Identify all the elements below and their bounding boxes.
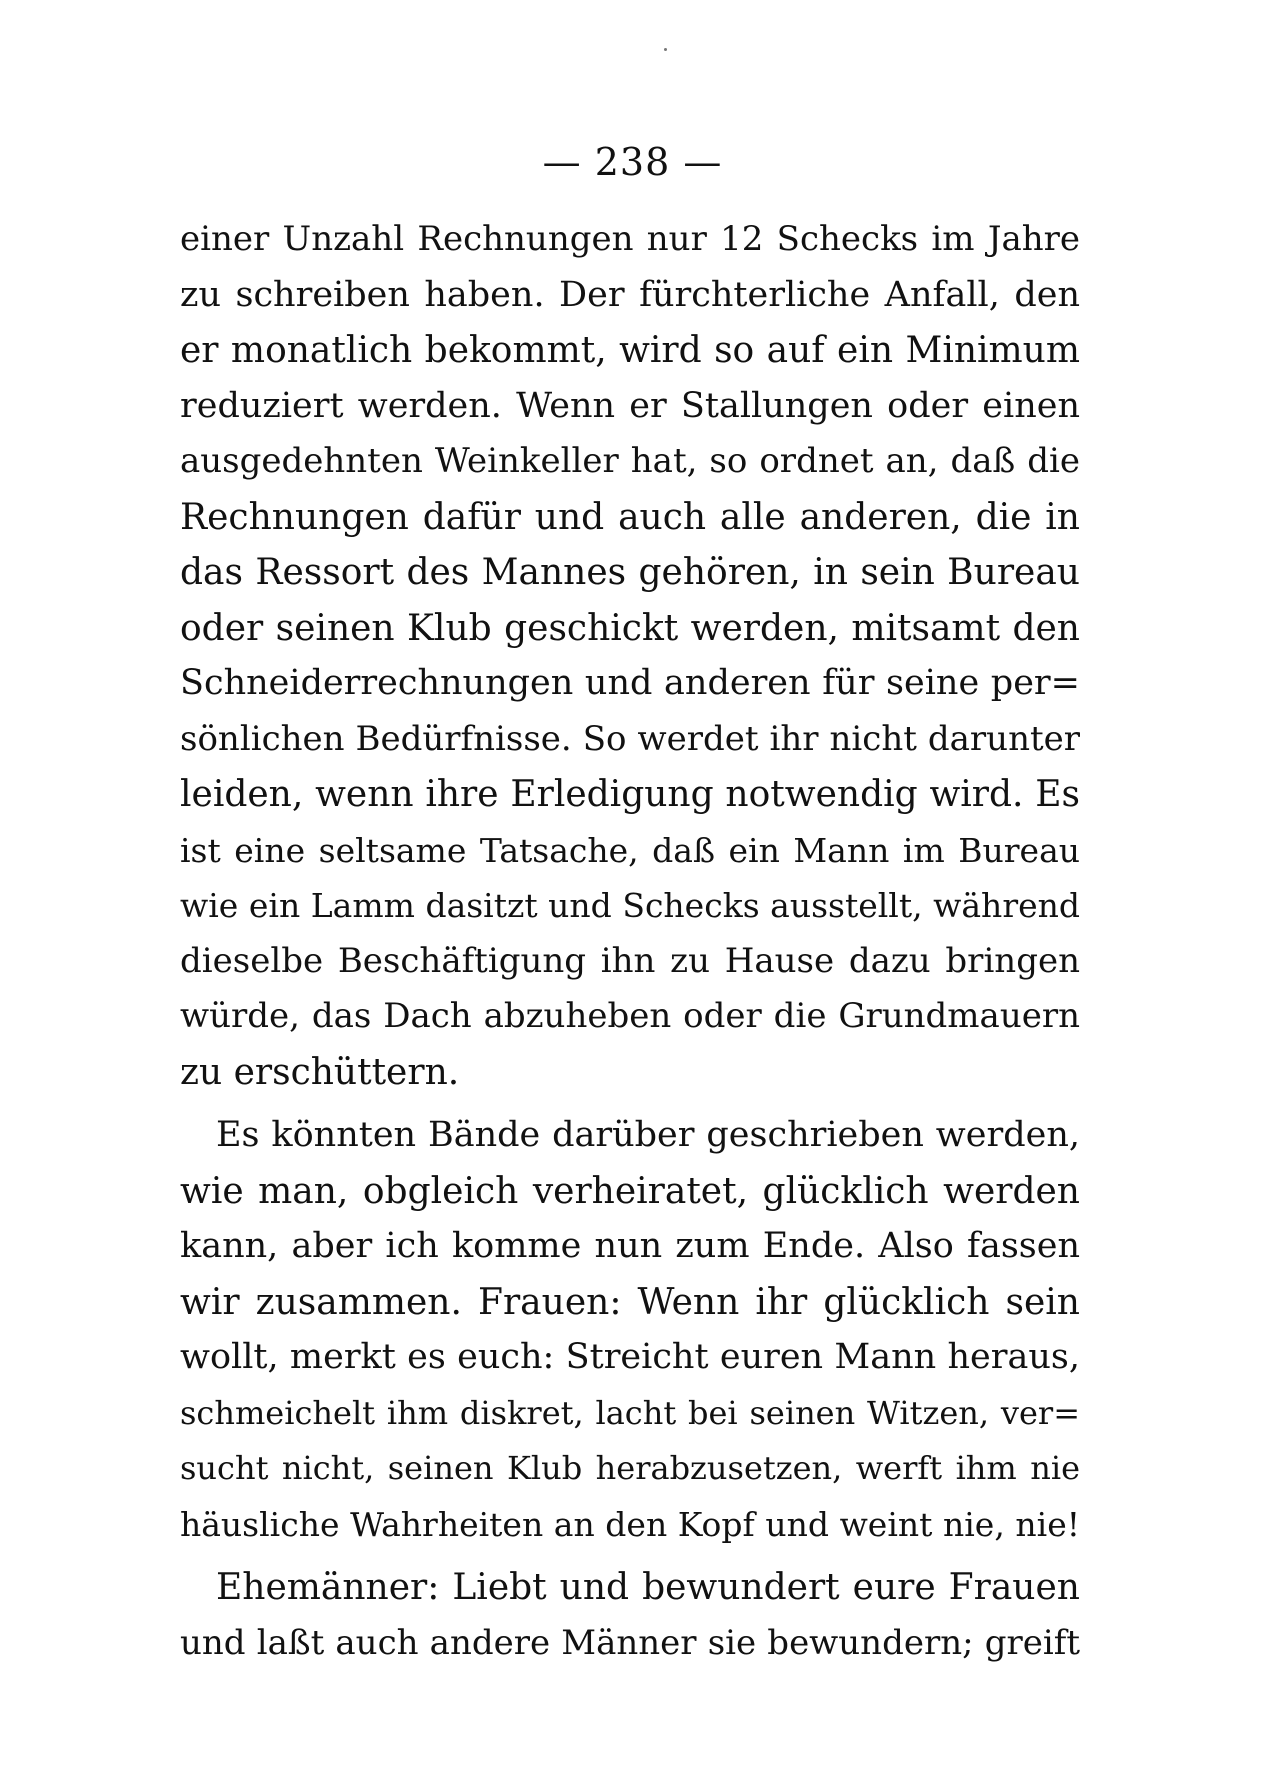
text-line: kann, aber ich komme nun zum Ende. Also fassen <box>180 1226 1080 1266</box>
text-line: einer Unzahl Rechnungen nur 12 Schecks im Jahre <box>180 219 1080 259</box>
text-line: und laßt auch andere Männer sie bewundern; greift <box>180 1622 1080 1663</box>
text-line: Es könnten Bände darüber geschrieben werden, <box>216 1115 1080 1155</box>
text-line: zu erschüttern. <box>180 1051 460 1093</box>
text-line: das Ressort des Mannes gehören, in sein Bureau <box>180 552 1080 593</box>
text-line: sucht nicht, seinen Klub herabzusetzen, werft ihm nie <box>180 1449 1080 1487</box>
text-line: Schneiderrechnungen und anderen für seine per= <box>180 663 1080 703</box>
page-number-header: — 238 — <box>542 140 723 184</box>
text-line: Ehemänner: Liebt und bewundert eure Frauen <box>216 1567 1080 1608</box>
text-line: zu schreiben haben. Der fürchterliche Anfall, den <box>180 274 1080 315</box>
text-line: dieselbe Beschäftigung ihn zu Hause dazu bringen <box>180 940 1080 981</box>
text-line: wie man, obgleich verheiratet, glücklich werden <box>180 1170 1080 1212</box>
paragraph-gap <box>180 1552 1080 1560</box>
paragraph-1 <box>180 212 1080 1100</box>
body-text <box>180 212 1080 1671</box>
text-line: wie ein Lamm dasitzt und Schecks ausstellt, während <box>180 886 1080 925</box>
text-line: häusliche Wahrheiten an den Kopf und weint nie, nie! <box>180 1504 1080 1544</box>
text-line: oder seinen Klub geschickt werden, mitsamt den <box>180 607 1080 649</box>
text-line: reduziert werden. Wenn er Stallungen oder einen <box>180 385 1080 426</box>
text-line: wir zusammen. Frauen: Wenn ihr glücklich sein <box>180 1281 1080 1323</box>
text-line: sönlichen Bedürfnisse. So werdet ihr nicht darunter <box>180 718 1080 759</box>
paragraph-gap <box>180 1100 1080 1108</box>
text-line: leiden, wenn ihre Erledigung notwendig wird. Es <box>180 774 1080 815</box>
paragraph-3 <box>180 1560 1080 1671</box>
paragraph-2 <box>180 1108 1080 1552</box>
text-line: ist eine seltsame Tatsache, daß ein Mann im Bureau <box>180 830 1080 870</box>
text-line: ausgedehnten Weinkeller hat, so ordnet an, daß die <box>180 441 1080 481</box>
text-line: wollt, merkt es euch: Streicht euren Mann heraus, <box>180 1337 1080 1377</box>
paper-speck <box>664 48 667 51</box>
text-line: würde, das Dach abzuheben oder die Grundmauern <box>180 996 1080 1036</box>
text-line: Rechnungen dafür und auch alle anderen, die in <box>180 496 1080 538</box>
text-line: schmeichelt ihm diskret, lacht bei seinen Witzen, ver= <box>180 1393 1080 1432</box>
text-line: er monatlich bekommt, wird so auf ein Minimum <box>180 330 1080 371</box>
